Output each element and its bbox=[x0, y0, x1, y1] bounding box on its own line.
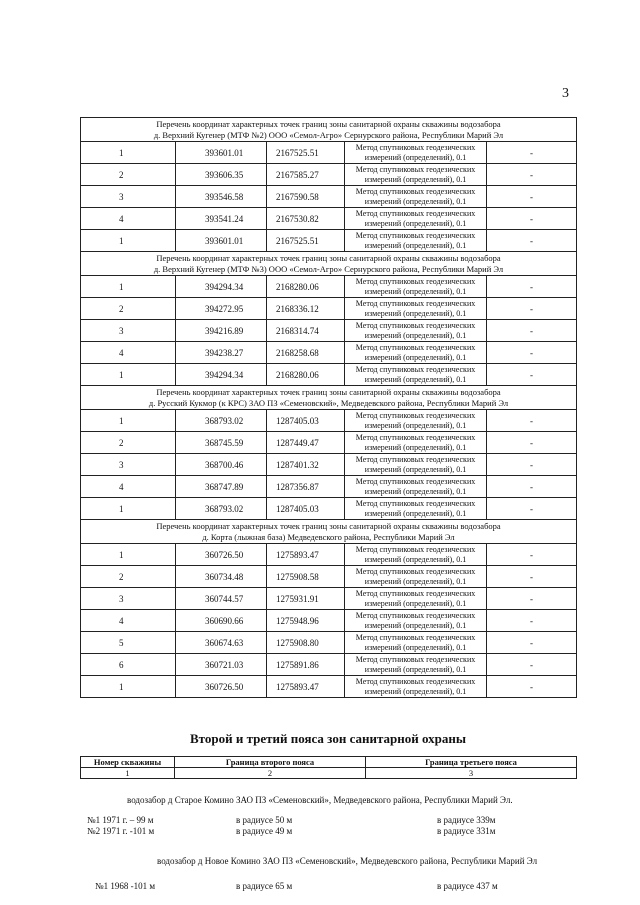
description-cell: - bbox=[487, 298, 577, 320]
description-cell: - bbox=[487, 142, 577, 164]
method-cell bbox=[345, 342, 487, 364]
method-line1: Метод спутниковых геодезических bbox=[355, 433, 476, 442]
method-line1: Метод спутниковых геодезических bbox=[355, 209, 476, 218]
coord-y: 1275931.91 bbox=[267, 588, 345, 610]
method-cell bbox=[345, 320, 487, 342]
method-line1: Метод спутниковых геодезических bbox=[355, 677, 476, 686]
table-row bbox=[81, 410, 577, 432]
table-row bbox=[81, 654, 577, 676]
method-line2: измерений (определений), 0.1 bbox=[364, 174, 467, 184]
coord-y: 2167525.51 bbox=[267, 142, 345, 164]
description-cell: - bbox=[487, 566, 577, 588]
point-number: 2 bbox=[81, 432, 176, 454]
method-cell bbox=[345, 298, 487, 320]
coord-y: 2168280.06 bbox=[267, 276, 345, 298]
coord-y: 1275893.47 bbox=[267, 544, 345, 566]
table-row bbox=[81, 142, 577, 164]
table-row bbox=[81, 432, 577, 454]
coordinates-table bbox=[80, 117, 577, 698]
intake2-well1-third: в радиусе 437 м bbox=[437, 881, 498, 891]
block-title-row bbox=[81, 520, 577, 544]
method-cell bbox=[345, 498, 487, 520]
point-number: 2 bbox=[81, 566, 176, 588]
description-cell: - bbox=[487, 544, 577, 566]
point-number: 1 bbox=[81, 544, 176, 566]
method-line2: измерений (определений), 0.1 bbox=[364, 508, 467, 518]
table-row bbox=[81, 566, 577, 588]
intake1-well1-second: в радиусе 50 м bbox=[236, 815, 293, 825]
method-line1: Метод спутниковых геодезических bbox=[355, 231, 476, 240]
description-cell: - bbox=[487, 364, 577, 386]
intake-title-novoe-komino: водозабор д Новое Комино ЗАО ПЗ «Семеновский», Медведевского района, Республики Марий Эл bbox=[157, 856, 538, 866]
method-line2: измерений (определений), 0.1 bbox=[364, 442, 467, 452]
method-line1: Метод спутниковых геодезических bbox=[355, 277, 476, 286]
coord-x: 360721.03 bbox=[176, 654, 267, 676]
block-title-line2: д. Верхний Кугенер (МТФ №2) ООО «Семол-Агро» Сернурского района, Республики Марий Эл bbox=[153, 129, 504, 140]
block-title-line1: Перечень координат характерных точек границ зоны санитарной охраны скважины водозабора bbox=[156, 119, 501, 129]
coord-x: 393546.58 bbox=[176, 186, 267, 208]
point-number: 2 bbox=[81, 164, 176, 186]
method-line2: измерений (определений), 0.1 bbox=[364, 152, 467, 162]
method-cell bbox=[345, 432, 487, 454]
method-line2: измерений (определений), 0.1 bbox=[364, 308, 467, 318]
page-number: 3 bbox=[562, 86, 569, 101]
coord-y: 1287449.47 bbox=[267, 432, 345, 454]
description-cell: - bbox=[487, 476, 577, 498]
method-cell bbox=[345, 186, 487, 208]
point-number: 3 bbox=[81, 588, 176, 610]
method-line1: Метод спутниковых геодезических bbox=[355, 567, 476, 576]
coord-y: 2167525.51 bbox=[267, 230, 345, 252]
point-number: 1 bbox=[81, 410, 176, 432]
method-line1: Метод спутниковых геодезических bbox=[355, 165, 476, 174]
coord-x: 360726.50 bbox=[176, 676, 267, 698]
method-line1: Метод спутниковых геодезических bbox=[355, 589, 476, 598]
table-row bbox=[81, 676, 577, 698]
coord-y: 1287405.03 bbox=[267, 410, 345, 432]
method-cell bbox=[345, 476, 487, 498]
method-line2: измерений (определений), 0.1 bbox=[364, 554, 467, 564]
coord-y: 2167530.82 bbox=[267, 208, 345, 230]
method-line2: измерений (определений), 0.1 bbox=[364, 374, 467, 384]
coord-x: 368700.46 bbox=[176, 454, 267, 476]
block-title-line2: д. Верхний Кугенер (МТФ №3) ООО «Семол-Агро» Сернурского района, Республики Марий Эл bbox=[153, 263, 504, 274]
coord-x: 368793.02 bbox=[176, 410, 267, 432]
intake1-well1-number: №1 1971 г. – 99 м bbox=[87, 815, 154, 825]
coord-y: 2167590.58 bbox=[267, 186, 345, 208]
coord-x: 360744.57 bbox=[176, 588, 267, 610]
method-line1: Метод спутниковых геодезических bbox=[355, 499, 476, 508]
table-row bbox=[81, 476, 577, 498]
table-row bbox=[81, 298, 577, 320]
table-row bbox=[81, 588, 577, 610]
coord-x: 360734.48 bbox=[176, 566, 267, 588]
method-line1: Метод спутниковых геодезических bbox=[355, 343, 476, 352]
method-line1: Метод спутниковых геодезических bbox=[355, 545, 476, 554]
method-line2: измерений (определений), 0.1 bbox=[364, 240, 467, 250]
block-title-row bbox=[81, 386, 577, 410]
zones-header-second: Граница второго пояса bbox=[175, 757, 366, 768]
method-cell bbox=[345, 632, 487, 654]
coord-y: 1287401.32 bbox=[267, 454, 345, 476]
point-number: 3 bbox=[81, 186, 176, 208]
method-cell bbox=[345, 566, 487, 588]
coord-x: 394216.89 bbox=[176, 320, 267, 342]
method-line2: измерений (определений), 0.1 bbox=[364, 464, 467, 474]
method-cell bbox=[345, 610, 487, 632]
point-number: 3 bbox=[81, 454, 176, 476]
table-row bbox=[81, 632, 577, 654]
intake1-well2-number: №2 1971 г. -101 м bbox=[87, 826, 155, 836]
method-line1: Метод спутниковых геодезических bbox=[355, 455, 476, 464]
point-number: 4 bbox=[81, 476, 176, 498]
method-line1: Метод спутниковых геодезических bbox=[355, 477, 476, 486]
method-line2: измерений (определений), 0.1 bbox=[364, 330, 467, 340]
coord-x: 368745.59 bbox=[176, 432, 267, 454]
block-title-row bbox=[81, 118, 577, 142]
description-cell: - bbox=[487, 588, 577, 610]
method-line2: измерений (определений), 0.1 bbox=[364, 620, 467, 630]
coord-x: 393601.01 bbox=[176, 142, 267, 164]
method-line2: измерений (определений), 0.1 bbox=[364, 598, 467, 608]
coord-x: 368747.89 bbox=[176, 476, 267, 498]
coord-y: 1275908.58 bbox=[267, 566, 345, 588]
intake-title-staroe-komino: водозабор д Старое Комино ЗАО ПЗ «Семеновский», Медведевского района, Республики Марий Эл. bbox=[127, 795, 513, 805]
description-cell: - bbox=[487, 498, 577, 520]
zones-number-1: 1 bbox=[81, 768, 175, 779]
zones-table bbox=[80, 756, 577, 779]
coord-y: 2168280.06 bbox=[267, 364, 345, 386]
table-row bbox=[81, 276, 577, 298]
zones-section-title: Второй и третий пояса зон санитарной охраны bbox=[189, 731, 467, 746]
coord-y: 2167585.27 bbox=[267, 164, 345, 186]
table-row bbox=[81, 208, 577, 230]
point-number: 1 bbox=[81, 142, 176, 164]
coord-x: 368793.02 bbox=[176, 498, 267, 520]
point-number: 3 bbox=[81, 320, 176, 342]
description-cell: - bbox=[487, 654, 577, 676]
method-line2: измерений (определений), 0.1 bbox=[364, 286, 467, 296]
coord-x: 393606.35 bbox=[176, 164, 267, 186]
block-title bbox=[81, 520, 577, 544]
coord-y: 1287405.03 bbox=[267, 498, 345, 520]
description-cell: - bbox=[487, 186, 577, 208]
method-line2: измерений (определений), 0.1 bbox=[364, 686, 467, 696]
zones-number-3: 3 bbox=[366, 768, 577, 779]
method-line2: измерений (определений), 0.1 bbox=[364, 642, 467, 652]
coord-y: 2168336.12 bbox=[267, 298, 345, 320]
table-row bbox=[81, 454, 577, 476]
method-cell bbox=[345, 676, 487, 698]
table-row bbox=[81, 610, 577, 632]
intake1-well2-second: в радиусе 49 м bbox=[236, 826, 293, 836]
block-title-row bbox=[81, 252, 577, 276]
intake1-well2-third: в радиусе 331м bbox=[437, 826, 496, 836]
method-line1: Метод спутниковых геодезических bbox=[355, 655, 476, 664]
point-number: 1 bbox=[81, 498, 176, 520]
method-line1: Метод спутниковых геодезических bbox=[355, 299, 476, 308]
description-cell: - bbox=[487, 164, 577, 186]
method-cell bbox=[345, 544, 487, 566]
block-title-line2: д. Русский Кукмор (к КРС) ЗАО ПЗ «Семеновский», Медведевского района, Республики Марий Эл bbox=[148, 397, 509, 408]
coord-x: 394294.34 bbox=[176, 276, 267, 298]
coord-x: 393601.01 bbox=[176, 230, 267, 252]
method-cell bbox=[345, 364, 487, 386]
method-line2: измерений (определений), 0.1 bbox=[364, 196, 467, 206]
method-cell bbox=[345, 588, 487, 610]
coord-x: 360674.63 bbox=[176, 632, 267, 654]
table-row bbox=[81, 498, 577, 520]
block-title-line1: Перечень координат характерных точек границ зоны санитарной охраны скважины водозабора bbox=[156, 253, 501, 263]
method-line2: измерений (определений), 0.1 bbox=[364, 218, 467, 228]
method-cell bbox=[345, 142, 487, 164]
coord-x: 360690.66 bbox=[176, 610, 267, 632]
coord-y: 1275891.86 bbox=[267, 654, 345, 676]
description-cell: - bbox=[487, 230, 577, 252]
table-row bbox=[81, 186, 577, 208]
block-title-line1: Перечень координат характерных точек границ зоны санитарной охраны скважины водозабора bbox=[156, 387, 501, 397]
coord-y: 1275908.80 bbox=[267, 632, 345, 654]
coord-x: 394238.27 bbox=[176, 342, 267, 364]
method-line1: Метод спутниковых геодезических bbox=[355, 143, 476, 152]
point-number: 2 bbox=[81, 298, 176, 320]
coord-y: 1287356.87 bbox=[267, 476, 345, 498]
intake2-well1-second: в радиусе 65 м bbox=[236, 881, 293, 891]
table-row bbox=[81, 544, 577, 566]
method-line2: измерений (определений), 0.1 bbox=[364, 664, 467, 674]
table-row bbox=[81, 364, 577, 386]
description-cell: - bbox=[487, 342, 577, 364]
description-cell: - bbox=[487, 632, 577, 654]
point-number: 1 bbox=[81, 276, 176, 298]
point-number: 4 bbox=[81, 610, 176, 632]
point-number: 1 bbox=[81, 230, 176, 252]
point-number: 4 bbox=[81, 208, 176, 230]
block-title bbox=[81, 118, 577, 142]
intake2-well1-number: №1 1968 -101 м bbox=[95, 881, 156, 891]
zones-number-2: 2 bbox=[175, 768, 366, 779]
method-line1: Метод спутниковых геодезических bbox=[355, 187, 476, 196]
method-cell bbox=[345, 230, 487, 252]
method-cell bbox=[345, 454, 487, 476]
zones-header-third: Граница третьего пояса bbox=[366, 757, 577, 768]
coord-y: 1275948.96 bbox=[267, 610, 345, 632]
description-cell: - bbox=[487, 320, 577, 342]
method-line1: Метод спутниковых геодезических bbox=[355, 411, 476, 420]
method-line2: измерений (определений), 0.1 bbox=[364, 486, 467, 496]
point-number: 5 bbox=[81, 632, 176, 654]
description-cell: - bbox=[487, 454, 577, 476]
method-line1: Метод спутниковых геодезических bbox=[355, 365, 476, 374]
coord-x: 394294.34 bbox=[176, 364, 267, 386]
point-number: 1 bbox=[81, 676, 176, 698]
coord-x: 360726.50 bbox=[176, 544, 267, 566]
zones-header-well: Номер скважины bbox=[81, 757, 175, 768]
description-cell: - bbox=[487, 410, 577, 432]
coord-x: 393541.24 bbox=[176, 208, 267, 230]
method-line1: Метод спутниковых геодезических bbox=[355, 611, 476, 620]
intake1-well1-third: в радиусе 339м bbox=[437, 815, 496, 825]
coord-y: 1275893.47 bbox=[267, 676, 345, 698]
method-line1: Метод спутниковых геодезических bbox=[355, 321, 476, 330]
block-title-line1: Перечень координат характерных точек границ зоны санитарной охраны скважины водозабора bbox=[156, 521, 501, 531]
description-cell: - bbox=[487, 208, 577, 230]
method-cell bbox=[345, 654, 487, 676]
method-cell bbox=[345, 276, 487, 298]
method-line2: измерений (определений), 0.1 bbox=[364, 576, 467, 586]
method-line1: Метод спутниковых геодезических bbox=[355, 633, 476, 642]
block-title-line2: д. Корта (лыжная база) Медведевского района, Республики Марий Эл bbox=[202, 531, 455, 542]
point-number: 6 bbox=[81, 654, 176, 676]
description-cell: - bbox=[487, 432, 577, 454]
point-number: 1 bbox=[81, 364, 176, 386]
point-number: 4 bbox=[81, 342, 176, 364]
table-row bbox=[81, 230, 577, 252]
description-cell: - bbox=[487, 610, 577, 632]
description-cell: - bbox=[487, 676, 577, 698]
method-cell bbox=[345, 164, 487, 186]
method-line2: измерений (определений), 0.1 bbox=[364, 352, 467, 362]
method-cell bbox=[345, 208, 487, 230]
description-cell: - bbox=[487, 276, 577, 298]
method-cell bbox=[345, 410, 487, 432]
table-row bbox=[81, 164, 577, 186]
coord-y: 2168258.68 bbox=[267, 342, 345, 364]
block-title bbox=[81, 252, 577, 276]
method-line2: измерений (определений), 0.1 bbox=[364, 420, 467, 430]
table-row bbox=[81, 342, 577, 364]
coord-x: 394272.95 bbox=[176, 298, 267, 320]
coord-y: 2168314.74 bbox=[267, 320, 345, 342]
block-title bbox=[81, 386, 577, 410]
table-row bbox=[81, 320, 577, 342]
